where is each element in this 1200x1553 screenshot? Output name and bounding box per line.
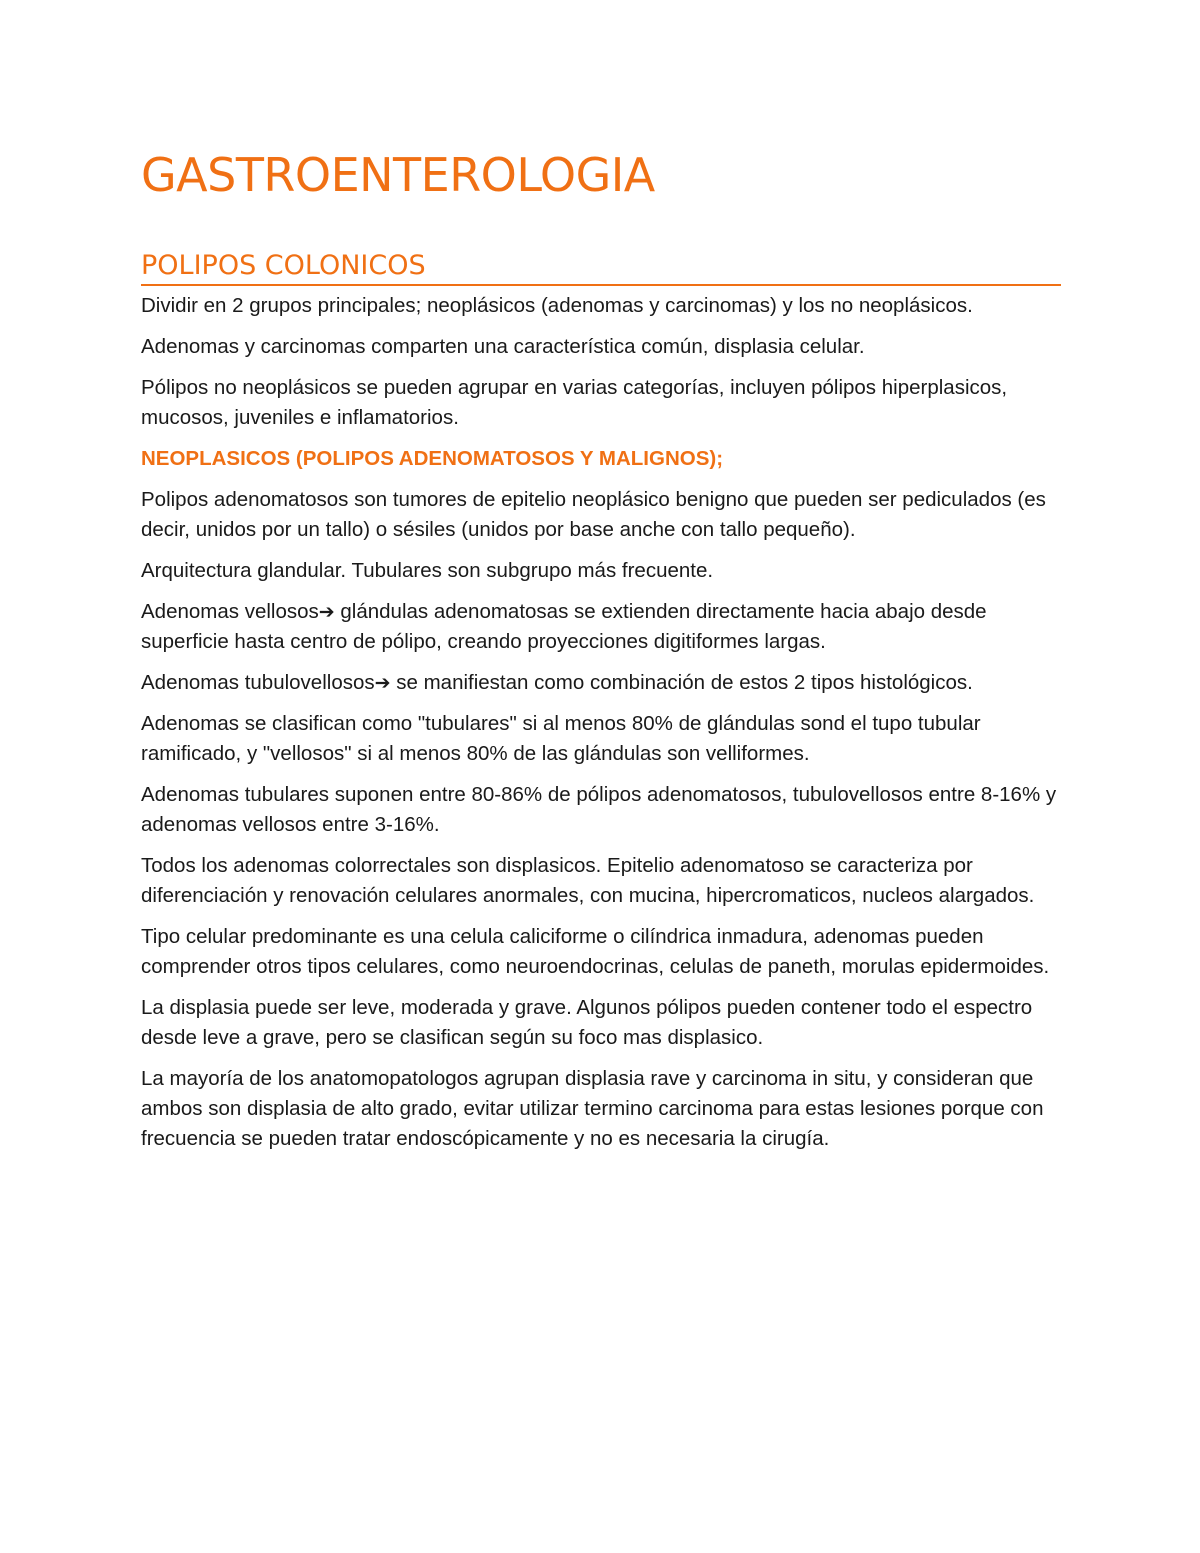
paragraph-grupos: Dividir en 2 grupos principales; neoplásicos (adenomas y carcinomas) y los no neoplásicos. [141, 294, 973, 317]
right-arrow-icon: ➔ [374, 672, 391, 694]
paragraph-grados-displasia: La displasia puede ser leve, moderada y grave. Algunos pólipos pueden contener todo el espectro desde leve a grave, pero se clasifican según su foco mas displasico. [141, 996, 1033, 1049]
subheading-neoplasicos: NEOPLASICOS (POLIPOS ADENOMATOSOS Y MALIGNOS); [141, 447, 724, 470]
paragraph-clasificacion: Adenomas se clasifican como "tubulares" si al menos 80% de glándulas sond el tupo tubular ramificado, y "vellosos" si al menos 80% de las glándulas son velliformes. [141, 712, 981, 765]
paragraph-tubulovellosos-text: se manifiestan como combinación de estos 2 tipos histológicos. [390, 671, 973, 694]
paragraph-tubulovellosos-lead: Adenomas tubulovellosos [141, 671, 375, 694]
paragraph-displasicos: Todos los adenomas colorrectales son displasicos. Epitelio adenomatoso se caracteriza por diferenciación y renovación celulares anormales, con mucina, hipercromaticos, nucleos alargados. [141, 854, 1035, 907]
document-title: GASTROENTEROLOGIA [141, 148, 655, 202]
paragraph-arquitectura: Arquitectura glandular. Tubulares son subgrupo más frecuente. [141, 559, 714, 582]
paragraph-alto-grado: La mayoría de los anatomopatologos agrupan displasia rave y carcinoma in situ, y consideran que ambos son displasia de alto grado, evitar utilizar termino carcinoma para estas lesiones porque con frecuencia se pueden tratar endoscópicamente y no es necesaria la cirugía. [141, 1067, 1044, 1150]
document-page [141, 140, 1061, 1165]
paragraph-vellosos-lead: Adenomas vellosos [141, 600, 319, 623]
paragraph-no-neoplasicos: Pólipos no neoplásicos se pueden agrupar en varias categorías, incluyen pólipos hiperplasicos, mucosos, juveniles e inflamatorios. [141, 376, 1008, 429]
section-heading-polipos-colonicos: POLIPOS COLONICOS [141, 249, 1061, 286]
paragraph-tubulovellosos [141, 668, 1061, 698]
paragraph-displasia-celular: Adenomas y carcinomas comparten una característica común, displasia celular. [141, 335, 865, 358]
right-arrow-icon: ➔ [318, 601, 335, 623]
paragraph-adenomatosos: Polipos adenomatosos son tumores de epitelio neoplásico benigno que pueden ser pediculados (es decir, unidos por un tallo) o sésiles (unidos por base anche con tallo pequeño). [141, 488, 1046, 541]
paragraph-tipo-celular: Tipo celular predominante es una celula caliciforme o cilíndrica inmadura, adenomas pueden comprender otros tipos celulares, como neuroendocrinas, celulas de paneth, morulas epidermoides. [141, 925, 1050, 978]
paragraph-vellosos [141, 597, 1061, 657]
paragraph-vellosos-text: glándulas adenomatosas se extienden directamente hacia abajo desde superficie hasta centro de pólipo, creando proyecciones digitiformes largas. [141, 600, 987, 653]
paragraph-porcentajes: Adenomas tubulares suponen entre 80-86% de pólipos adenomatosos, tubulovellosos entre 8-16% y adenomas vellosos entre 3-16%. [141, 783, 1057, 836]
